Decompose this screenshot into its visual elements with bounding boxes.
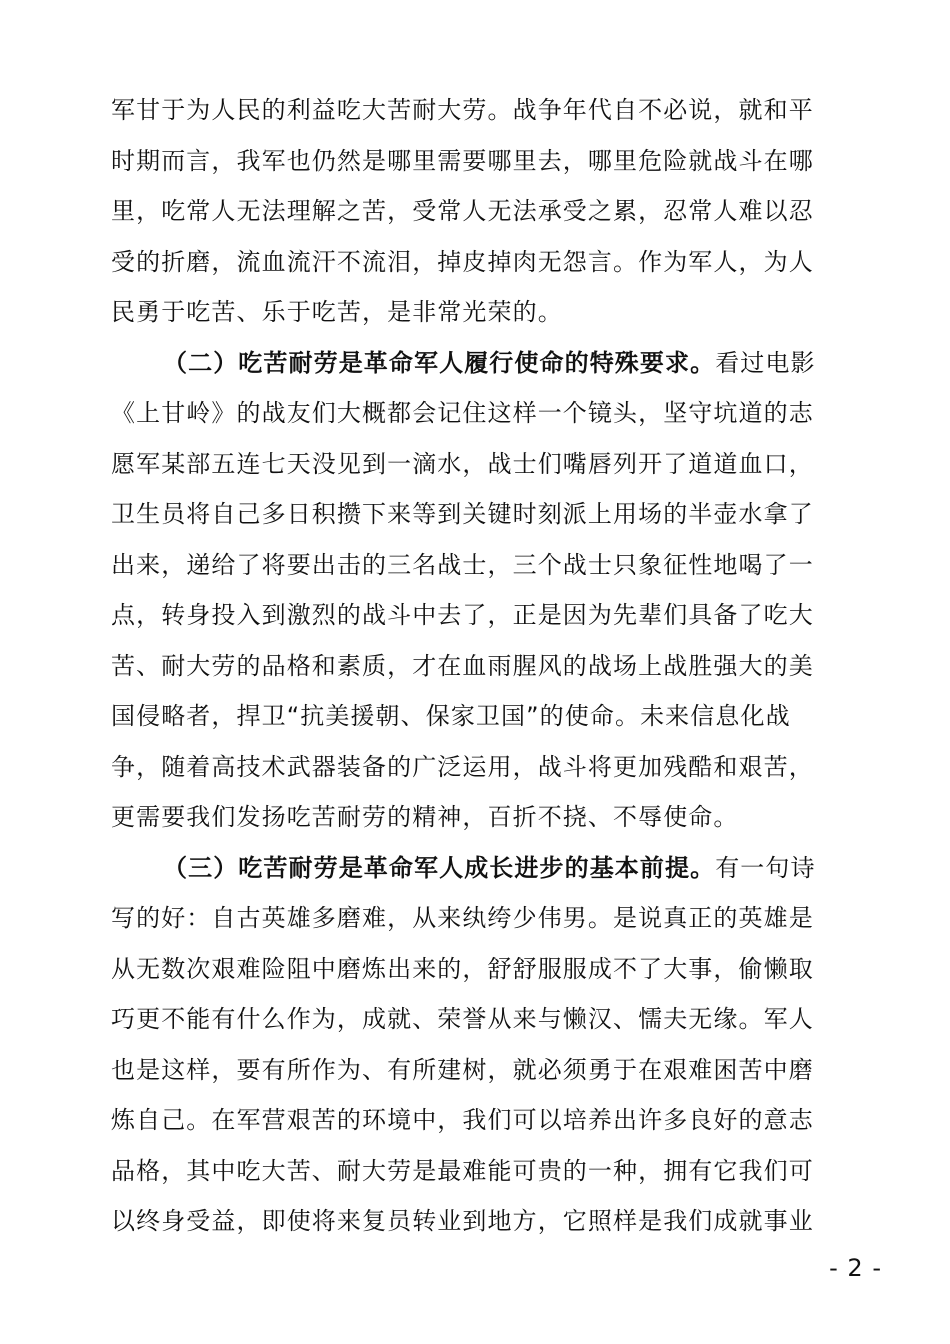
- section2-first-line-text: 看过电影: [715, 348, 816, 377]
- text-line: 争，随着高技术武器装备的广泛运用，战斗将更加残酷和艰苦，: [111, 752, 814, 781]
- text-line: 也是这样，要有所作为、有所建树，就必须勇于在艰难困苦中磨: [111, 1055, 814, 1084]
- text-line: 国侵略者，捍卫“抗美援朝、保家卫国”的使命。未来信息化战: [111, 702, 791, 730]
- text-line: 以终身受益，即使将来复员转业到地方，它照样是我们成就事业: [111, 1207, 814, 1235]
- section2-heading: （二）吃苦耐劳是革命军人履行使命的特殊要求。: [163, 348, 716, 377]
- text-line: 点，转身投入到激烈的战斗中去了，正是因为先辈们具备了吃大: [111, 601, 814, 629]
- text-line: 出来，递给了将要出击的三名战士，三个战士只象征性地喝了一: [111, 550, 814, 579]
- text-line: 时期而言，我军也仍然是哪里需要哪里去，哪里危险就战斗在哪: [111, 146, 814, 175]
- text-line: 写的好：自古英雄多磨难，从来纨绔少伟男。是说真正的英雄是: [111, 904, 814, 932]
- text-line: 里，吃常人无法理解之苦，受常人无法承受之累，忍常人难以忍: [111, 197, 814, 225]
- text-line: 从无数次艰难险阻中磨炼出来的，舒舒服服成不了大事，偷懒取: [111, 954, 814, 983]
- text-line: 苦、耐大劳的品格和素质，才在血雨腥风的战场上战胜强大的美: [111, 651, 814, 680]
- document-body: [111, 85, 816, 1247]
- section3-heading: （三）吃苦耐劳是革命军人成长进步的基本前提。: [163, 853, 716, 882]
- text-line: 民勇于吃苦、乐于吃苦，是非常光荣的。: [111, 298, 563, 326]
- text-line: 更需要我们发扬吃苦耐劳的精神，百折不挠、不辱使命。: [111, 803, 739, 831]
- section3-first-line: [111, 843, 816, 894]
- text-line: 军甘于为人民的利益吃大苦耐大劳。战争年代自不必说，就和平: [111, 96, 814, 124]
- section3-first-line-text: 有一句诗: [715, 853, 816, 882]
- text-line: 巧更不能有什么作为，成就、荣誉从来与懒汉、懦夫无缘。军人: [111, 1005, 814, 1033]
- text-line: 炼自己。在军营艰苦的环境中，我们可以培养出许多良好的意志: [111, 1106, 814, 1134]
- text-line: 卫生员将自己多日积攒下来等到关键时刻派上用场的半壶水拿了: [111, 500, 814, 528]
- page-number: - 2 -: [829, 1254, 882, 1282]
- text-line: 品格，其中吃大苦、耐大劳是最难能可贵的一种，拥有它我们可: [111, 1156, 814, 1185]
- text-line: 受的折磨，流血流汗不流泪，掉皮掉肉无怨言。作为军人，为人: [111, 247, 814, 276]
- text-line: 愿军某部五连七天没见到一滴水，战士们嘴唇列开了道道血口，: [111, 449, 814, 478]
- section2-first-line: [111, 338, 816, 389]
- text-line: 《上甘岭》的战友们大概都会记住这样一个镜头，坚守坑道的志: [111, 399, 814, 427]
